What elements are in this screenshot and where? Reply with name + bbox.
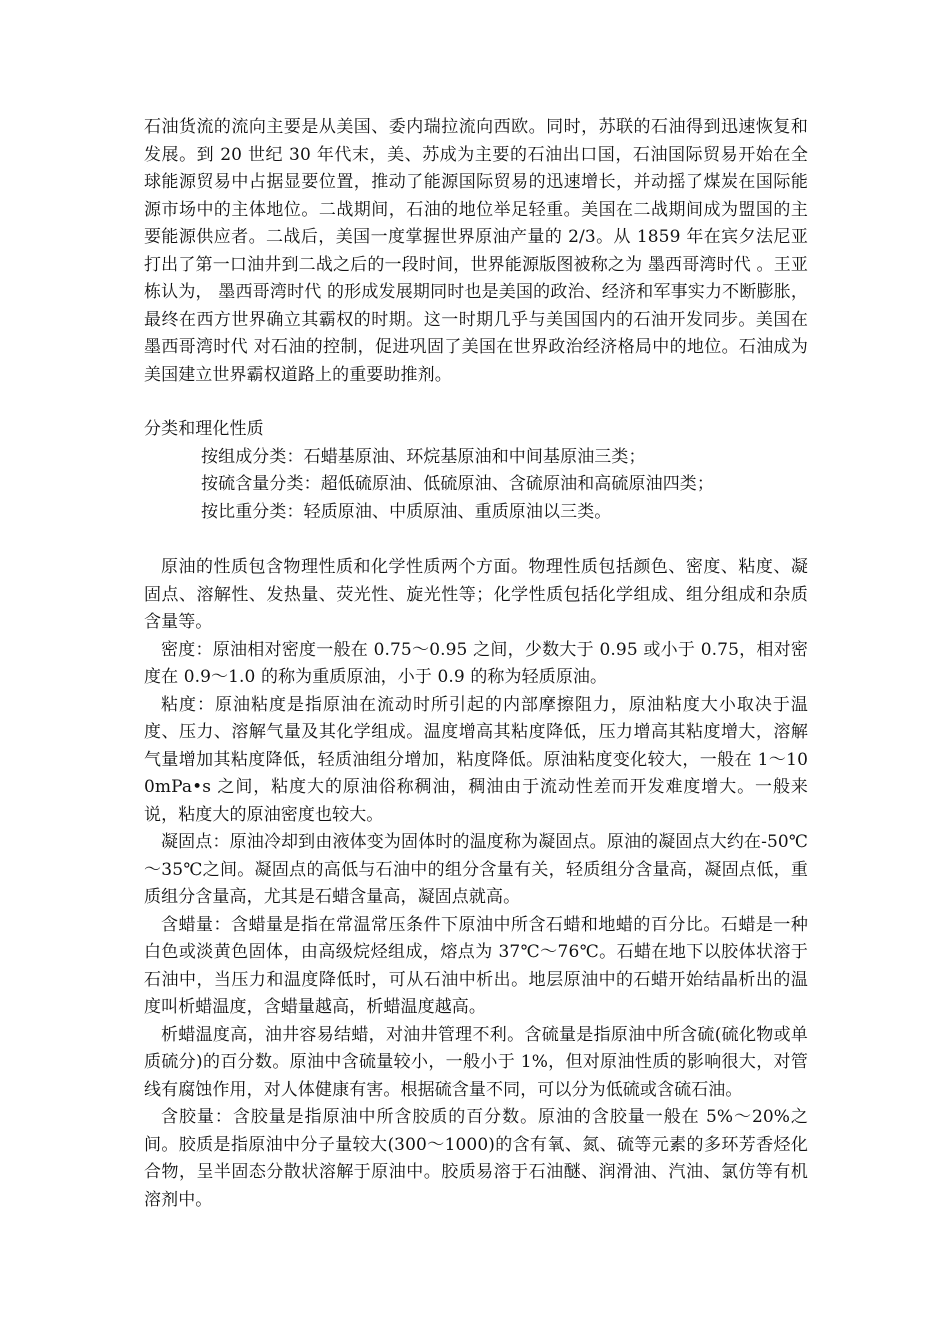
classification-item-composition: 按组成分类：石蜡基原油、环烷基原油和中间基原油三类； — [201, 446, 646, 467]
wax-sulfur-paragraph: 析蜡温度高，油井容易结蜡，对油井管理不利。含硫量是指原油中所含硫(硫化物或单质硫分)的百分数。原油中含硫量较小，一般小于 1%，但对原油性质的影响很大，对管线有腐蚀作用，对人体健康有害。根据硫含量不同，可以分为低硫或含硫石油。 — [144, 1024, 808, 1100]
spacer — [144, 389, 808, 416]
classification-list — [144, 444, 808, 527]
spacer — [144, 526, 808, 554]
viscosity-paragraph: 粘度：原油粘度是指原油在流动时所引起的内部摩擦阻力，原油粘度大小取决于温度、压力、溶解气量及其化学组成。温度增高其粘度降低，压力增高其粘度增大，溶解气量增加其粘度降低，轻质油组分增加，粘度降低。原油粘度变化较大，一般在 1～100mPa•s 之间，粘度大的原油俗称稠油，稠油由于流动性差而开发难度增大。一般来说，粘度大的原油密度也较大。 — [144, 694, 808, 825]
wax-content-paragraph: 含蜡量：含蜡量是指在常温常压条件下原油中所含石蜡和地蜡的百分比。石蜡是一种白色或淡黄色固体，由高级烷烃组成，熔点为 37℃～76℃。石蜡在地下以胶体状溶于石油中，当压力和温度降低时，可从石油中析出。地层原油中的石蜡开始结晶析出的温度叫析蜡温度，含蜡量越高，析蜡温度越高。 — [144, 914, 808, 1017]
freezing-point-paragraph: 凝固点：原油冷却到由液体变为固体时的温度称为凝固点。原油的凝固点大约在-50℃～35℃之间。凝固点的高低与石油中的组分含量有关，轻质组分含量高，凝固点低，重质组分含量高，尤其是石蜡含量高，凝固点就高。 — [144, 832, 809, 907]
section-heading: 分类和理化性质 — [144, 419, 264, 439]
gum-content-paragraph: 含胶量：含胶量是指原油中所含胶质的百分数。原油的含胶量一般在 5%～20%之间。胶质是指原油中分子量较大(300～1000)的含有氧、氮、硫等元素的多环芳香烃化合物，呈半固态分散状溶解于原油中。胶质易溶于石油醚、润滑油、汽油、氯仿等有机溶剂中。 — [144, 1107, 808, 1210]
intro-paragraph: 石油货流的流向主要是从美国、委内瑞拉流向西欧。同时，苏联的石油得到迅速恢复和发展。到 20 世纪 30 年代末，美、苏成为主要的石油出口国，石油国际贸易开始在全球能源贸易中占据显要位置，推动了能源国际贸易的迅速增长，并动摇了煤炭在国际能源市场中的主体地位。二战期间，石油的地位举足轻重。美国在二战期间成为盟国的主要能源供应者。二战后，美国一度掌握世界原油产量的 2/3。从 1859 年在宾夕法尼亚打出了第一口油井到二战之后的一段时间，世界能源版图被称之为 墨西哥湾时代 。王亚栋认为， 墨西哥湾时代 的形成发展期同时也是美国的政治、经济和军事实力不断膨胀，最终在西方世界确立其霸权的时期。这一时期几乎与美国国内的石油开发同步。美国在 墨西哥湾时代 对石油的控制，促进巩固了美国在世界政治经济格局中的地位。石油成为美国建立世界霸权道路上的重要助推剂。 — [144, 117, 808, 385]
properties-intro-paragraph: 原油的性质包含物理性质和化学性质两个方面。物理性质包括颜色、密度、粘度、凝固点、溶解性、发热量、荧光性、旋光性等；化学性质包括化学组成、组分组成和杂质含量等。 — [144, 557, 808, 632]
classification-item-sulfur: 按硫含量分类：超低硫原油、低硫原油、含硫原油和高硫原油四类； — [201, 474, 714, 494]
document-body — [144, 114, 808, 1214]
density-paragraph: 密度：原油相对密度一般在 0.75～0.95 之间，少数大于 0.95 或小于 0.75，相对密度在 0.9～1.0 的称为重质原油，小于 0.9 的称为轻质原油。 — [144, 639, 808, 687]
classification-item-gravity: 按比重分类：轻质原油、中质原油、重质原油以三类。 — [201, 501, 612, 522]
